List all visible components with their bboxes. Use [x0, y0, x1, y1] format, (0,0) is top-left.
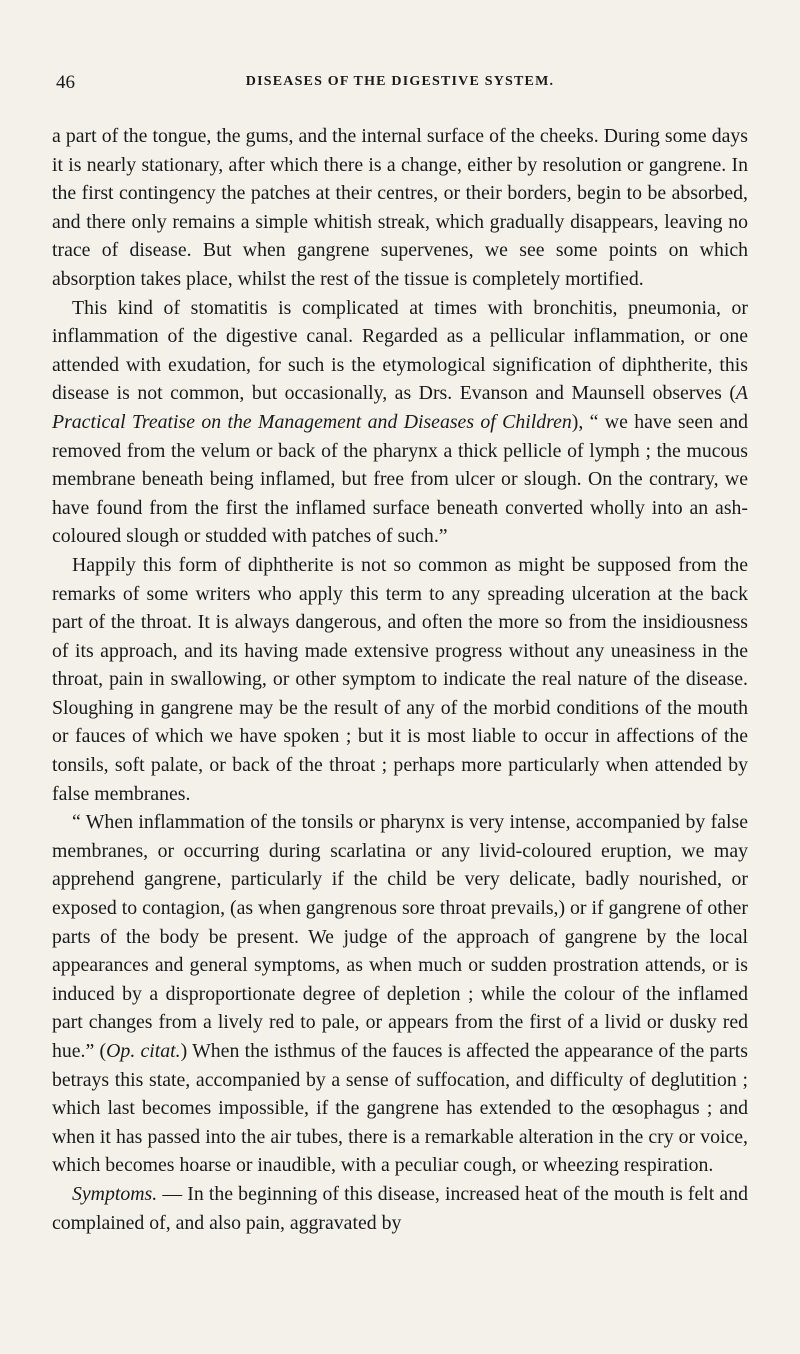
paragraph — [52, 551, 748, 808]
text-run: ) When the isthmus of the fauces is affected the appearance of the parts betrays this state, accompanied by a sense of suffocation, and difficulty of deglutition ; which last becomes impossible, if the gangrene has extended to the œsophagus ; and when it has passed into the air tubes, there is a remarkable alteration in the cry or voice, which becomes hoarse or inaudible, with a peculiar cough, or wheezing respiration. — [52, 1040, 748, 1177]
text-run: a part of the tongue, the gums, and the internal surface of the cheeks. During some days it is nearly stationary, after which there is a change, either by resolution or gangrene. In the first contingency the patches at their centres, or their borders, begin to be absorbed, and there only remains a simple whitish streak, which gradually disappears, leaving no trace of disease. But when gangrene supervenes, we see some points on which absorption takes place, whilst the rest of the tissue is completely mortified. — [52, 125, 748, 290]
italic-text: A Practical Treatise on the Management and Diseases of Children — [52, 382, 748, 433]
running-title: DISEASES OF THE DIGESTIVE SYSTEM. — [245, 74, 555, 89]
paragraph — [52, 294, 748, 551]
page-number: 46 — [56, 72, 75, 93]
paragraph — [52, 1180, 748, 1237]
text-run: Happily this form of diphtherite is not so common as might be supposed from the remarks of some writers who apply this term to any spreading ulceration at the back part of the throat. It is always dangerous, and often the more so from the insidiousness of its approach, and its having made extensive progress without any uneasiness in the throat, pain in swallowing, or other symptom to indicate the real nature of the disease. Sloughing in gangrene may be the result of any of the morbid conditions of the mouth or fauces of which we have spoken ; but it is most liable to occur in affections of the tonsils, soft palate, or back of the throat ; perhaps more particularly when attended by false membranes. — [52, 553, 748, 805]
running-head — [52, 72, 748, 102]
text-run: — In the beginning of this disease, increased heat of the mouth is felt and complained of, and also pain, aggravated by — [52, 1182, 748, 1234]
paragraph — [52, 122, 748, 294]
text-run: “ When inflammation of the tonsils or pharynx is very intense, accompanied by false membranes, or occurring during scarlatina or any livid-coloured eruption, we may apprehend gangrene, particularly if the child be very delicate, badly nourished, or exposed to contagion, (as when gangrenous sore throat prevails,) or if gangrene of other parts of the body be present. We judge of the approach of gangrene by the local appearances and general symptoms, as when much or sudden prostration attends, or is induced by a disproportionate degree of depletion ; while the colour of the inflamed part changes from a lively red to pale, or appears from the first of a livid or dusky red hue.” ( — [52, 811, 748, 1062]
text-run: This kind of stomatitis is complicated at times with bronchitis, pneumonia, or inflammation of the digestive canal. Regarded as a pellicular inflammation, or one attended with exudation, for such is the etymological signification of diphtherite, this disease is not common, but occasionally, as Drs. Evanson and Maunsell observes ( — [52, 296, 748, 405]
text-run: ), “ we have seen and removed from the velum or back of the pharynx a thick pellicle of lymph ; the mucous membrane beneath being inflamed, but free from ulcer or slough. On the contrary, we have found from the first the inflamed surface beneath converted wholly into an ash-coloured slough or studded with patches of such.” — [52, 410, 749, 548]
italic-text: Op. citat. — [106, 1040, 181, 1062]
paragraph — [52, 808, 748, 1180]
body-text — [52, 122, 748, 1237]
italic-text: Symptoms. — [72, 1182, 158, 1205]
